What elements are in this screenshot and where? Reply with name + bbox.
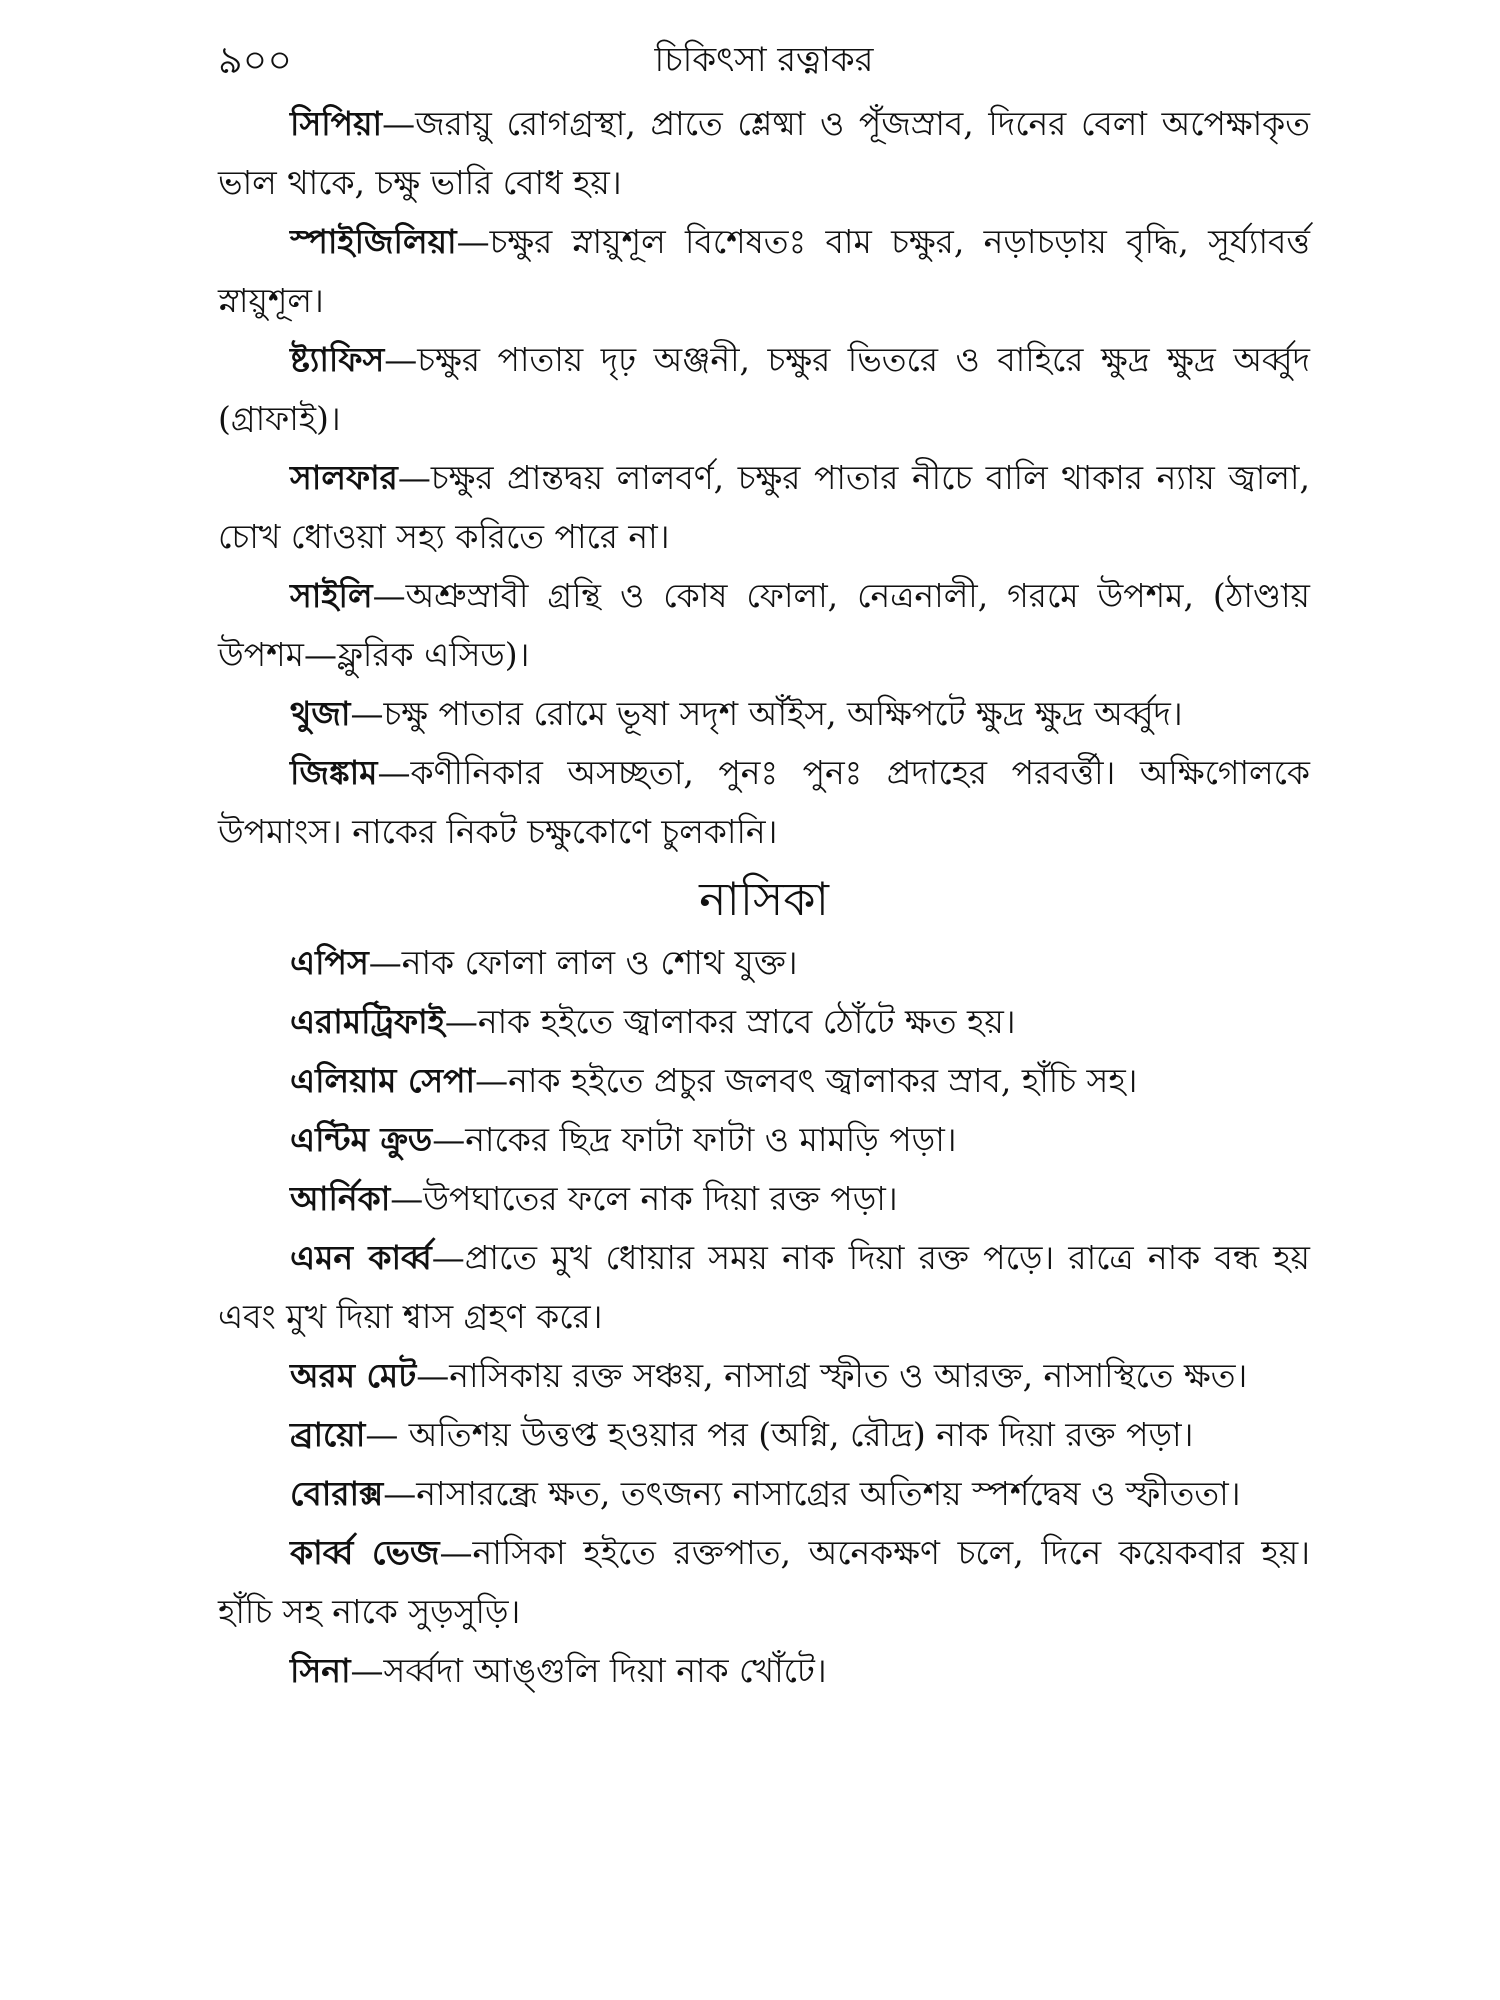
remedy-entry <box>218 1464 1310 1523</box>
remedy-name: আর্নিকা <box>290 1179 391 1218</box>
remedy-description: —অশ্রুস্রাবী গ্রন্থি ও কোষ ফোলা, নেত্রনালী, গরমে উপশম, (ঠাণ্ডায় উপশম—ফ্লুরিক এসিড)। <box>218 576 1310 674</box>
running-title: চিকিৎসা রত্নাকর <box>654 40 874 80</box>
remedy-entry <box>218 1641 1310 1700</box>
remedy-description: —নাকের ছিদ্র ফাটা ফাটা ও মামড়ি পড়া। <box>432 1120 957 1159</box>
remedy-name: ব্রায়ো <box>290 1415 366 1454</box>
page-number: ৯০০ <box>218 38 293 82</box>
remedy-list-eyes <box>218 94 1310 861</box>
remedy-description: —কণীনিকার অসচ্ছতা, পুনঃ পুনঃ প্রদাহের পরবর্ত্তী। অক্ষিগোলকে উপমাংস। নাকের নিকট চক্ষুকোণে চুলকানি। <box>218 753 1310 851</box>
remedy-name: সাইলি <box>290 576 373 615</box>
remedy-description: —নাসিকায় রক্ত সঞ্চয়, নাসাগ্র স্ফীত ও আরক্ত, নাসাস্থিতে ক্ষত। <box>416 1356 1248 1395</box>
remedy-name: সিপিয়া <box>290 104 383 143</box>
remedy-entry <box>218 992 1310 1051</box>
remedy-name: এলিয়াম সেপা <box>290 1061 476 1100</box>
remedy-name: স্পাইজিলিয়া <box>290 222 457 261</box>
remedy-entry <box>218 933 1310 992</box>
remedy-description: —নাসিকা হইতে রক্তপাত, অনেকক্ষণ চলে, দিনে কয়েকবার হয়। হাঁচি সহ নাকে সুড়সুড়ি। <box>218 1533 1311 1631</box>
remedy-description: —চক্ষুর পাতায় দৃঢ় অঞ্জনী, চক্ষুর ভিতরে ও বাহিরে ক্ষুদ্র ক্ষুদ্র অর্ব্বুদ (গ্রাফাই)। <box>218 340 1310 438</box>
remedy-entry <box>218 1523 1310 1641</box>
remedy-entry <box>218 684 1310 743</box>
remedy-name: বোরাক্স <box>290 1474 384 1513</box>
remedy-entry <box>218 330 1310 448</box>
remedy-name: সিনা <box>290 1651 351 1690</box>
remedy-entry <box>218 1110 1310 1169</box>
remedy-description: — অতিশয় উত্তপ্ত হওয়ার পর (অগ্নি, রৌদ্র) নাক দিয়া রক্ত পড়া। <box>365 1415 1194 1454</box>
remedy-name: এপিস <box>290 943 369 982</box>
remedy-entry <box>218 743 1310 861</box>
remedy-list-nose <box>218 933 1310 1700</box>
remedy-name: ষ্ট্যাফিস <box>290 340 385 379</box>
remedy-description: —উপঘাতের ফলে নাক দিয়া রক্ত পড়া। <box>390 1179 898 1218</box>
remedy-description: —নাক হইতে জ্বালাকর স্রাবে ঠোঁটে ক্ষত হয়। <box>444 1002 1016 1041</box>
remedy-name: থুজা <box>290 694 351 733</box>
remedy-entry <box>218 1346 1310 1405</box>
remedy-description: —চক্ষুর স্নায়ুশূল বিশেষতঃ বাম চক্ষুর, নড়াচড়ায় বৃদ্ধি, সূর্য্যাবর্ত্ত স্নায়ুশূল। <box>218 222 1310 320</box>
remedy-name: সালফার <box>290 458 398 497</box>
remedy-entry <box>218 1051 1310 1110</box>
remedy-entry <box>218 566 1310 684</box>
remedy-entry <box>218 448 1310 566</box>
remedy-entry <box>218 1228 1310 1346</box>
remedy-name: এন্টিম ক্রুড <box>290 1120 433 1159</box>
remedy-name: অরম মেট <box>290 1356 417 1395</box>
page-header <box>218 38 1310 94</box>
remedy-description: —নাক ফোলা লাল ও শোথ যুক্ত। <box>368 943 798 982</box>
remedy-entry <box>218 1169 1310 1228</box>
remedy-name: কার্ব্ব ভেজ <box>290 1533 440 1572</box>
remedy-entry <box>218 94 1310 212</box>
remedy-entry <box>218 1405 1310 1464</box>
remedy-name: এরামট্রিফাই <box>290 1002 445 1041</box>
remedy-description: —নাসারন্ধ্রে ক্ষত, তৎজন্য নাসাগ্রের অতিশয় স্পর্শদ্বেষ ও স্ফীততা। <box>383 1474 1241 1513</box>
remedy-description: —নাক হইতে প্রচুর জলবৎ জ্বালাকর স্রাব, হাঁচি সহ। <box>475 1061 1138 1100</box>
section-heading: নাসিকা <box>699 872 829 926</box>
remedy-description: —চক্ষুর প্রান্তদ্বয় লালবর্ণ, চক্ষুর পাতার নীচে বালি থাকার ন্যায় জ্বালা, চোখ ধোওয়া সহ্য করিতে পারে না। <box>218 458 1310 556</box>
remedy-name: এমন কার্ব্ব <box>290 1238 432 1277</box>
remedy-entry <box>218 212 1310 330</box>
remedy-description: —চক্ষু পাতার রোমে ভূষা সদৃশ আঁইস, অক্ষিপটে ক্ষুদ্র ক্ষুদ্র অর্ব্বুদ। <box>350 694 1183 733</box>
remedy-name: জিঙ্কাম <box>290 753 378 792</box>
remedy-description: —প্রাতে মুখ ধোয়ার সময় নাক দিয়া রক্ত পড়ে। রাত্রে নাক বন্ধ হয় এবং মুখ দিয়া শ্বাস গ্রহণ করে। <box>218 1238 1310 1336</box>
remedy-description: —সর্ব্বদা আঙ্গুলি দিয়া নাক খোঁটে। <box>350 1651 827 1690</box>
remedy-description: —জরায়ু রোগগ্রস্থা, প্রাতে শ্লেষ্মা ও পূঁজস্রাব, দিনের বেলা অপেক্ষাকৃত ভাল থাকে, চক্ষু ভারি বোধ হয়। <box>218 104 1310 202</box>
